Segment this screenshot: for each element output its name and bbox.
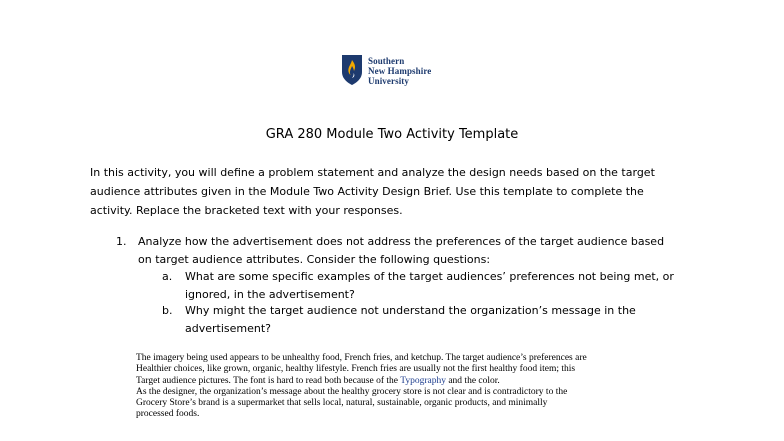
- question-line-2: on target audience attributes. Consider the following questions:: [138, 253, 491, 266]
- intro-line: audience attributes given in the Module Two Activity Design Brief. Use this template to complete the: [90, 185, 644, 198]
- answer-line: processed foods.: [136, 409, 200, 420]
- university-logo: [341, 54, 451, 88]
- sub-question-a-line-2: ignored, in the advertisement?: [185, 288, 355, 301]
- sub-question-a-label: a.: [162, 270, 173, 283]
- typography-highlight: Typography: [400, 375, 446, 386]
- flame-shield-icon: [341, 54, 363, 86]
- question-number: 1.: [116, 235, 127, 248]
- answer-line: Grocery Store’s brand is a supermarket that sells local, natural, sustainable, organic products, and minimally: [136, 398, 548, 409]
- logo-wordmark: [368, 56, 431, 86]
- sub-question-b-label: b.: [162, 304, 173, 317]
- answer-line-3-end: and the color.: [445, 375, 500, 386]
- intro-line: In this activity, you will define a problem statement and analyze the design needs based on the target: [90, 166, 655, 179]
- answer-line: As the designer, the organization’s message about the healthy grocery store is not clear and is contradictory to the: [136, 386, 568, 397]
- answer-line: The imagery being used appears to be unhealthy food, French fries, and ketchup. The target audience’s preferences are: [136, 353, 587, 363]
- logo-line-3: University: [368, 76, 409, 86]
- sub-question-b-line-2: advertisement?: [185, 322, 271, 335]
- intro-line: activity. Replace the bracketed text with your responses.: [90, 204, 403, 217]
- sub-question-a-line-1: What are some specific examples of the target audiences’ preferences not being met, or: [185, 270, 674, 283]
- answer-line: [136, 376, 756, 387]
- answer-text: [136, 353, 756, 421]
- logo-line-2: New Hampshire: [368, 66, 432, 76]
- logo-line-1: Southern: [368, 56, 405, 66]
- intro-paragraph: [90, 163, 710, 220]
- document-title: GRA 280 Module Two Activity Template: [265, 127, 519, 142]
- sub-question-b-line-1: Why might the target audience not understand the organization’s message in the: [185, 304, 636, 317]
- answer-line-3-start: Target audience pictures. The font is hard to read both because of the: [136, 375, 401, 386]
- answer-line: Healthier choices, like grown, organic, healthy lifestyle. French fries are usually not the first healthy food item; this: [136, 364, 576, 375]
- question-line-1: Analyze how the advertisement does not address the preferences of the target audience based: [138, 235, 665, 248]
